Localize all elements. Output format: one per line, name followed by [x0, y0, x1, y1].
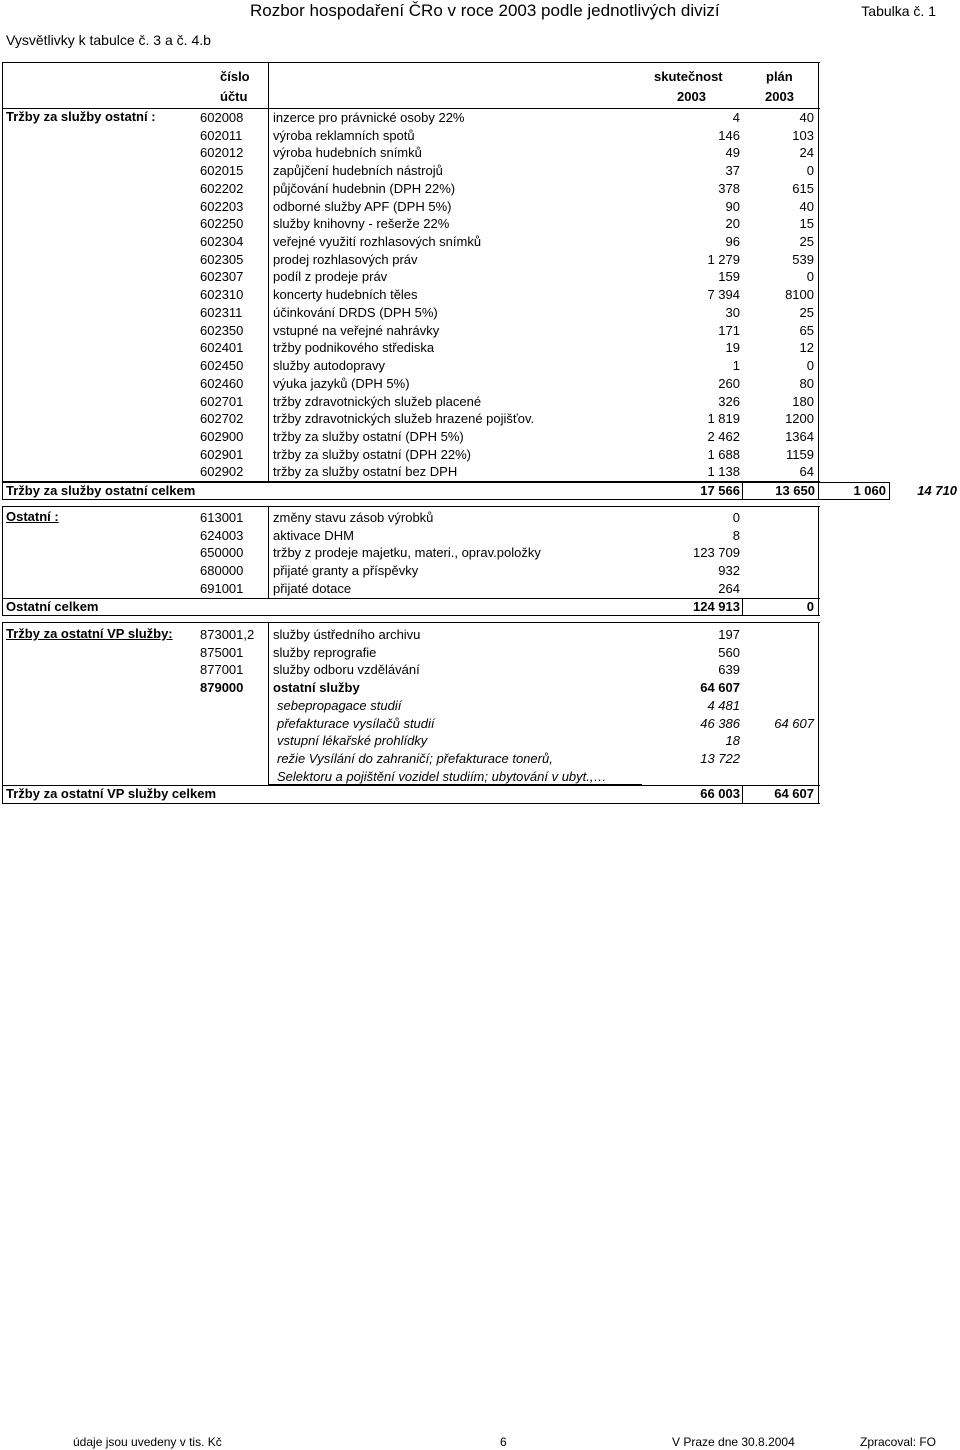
footer-units: údaje jsou uvedeny v tis. Kč: [73, 1435, 222, 1449]
column-header-actual-year: 2003: [677, 89, 706, 104]
section-label: Tržby za služby ostatní :: [6, 109, 156, 124]
actual-value: 1 279: [707, 251, 740, 267]
account-number: 602702: [200, 411, 244, 427]
footer-author: Zpracoval: FO: [860, 1435, 937, 1449]
account-number: 613001: [200, 510, 244, 525]
item-description: účinkování DRDS (DPH 5%): [273, 304, 438, 320]
plan-value: 180: [792, 393, 814, 409]
table-row: [0, 233, 960, 251]
column-header-plan: plán: [766, 69, 793, 84]
plan-value: 25: [799, 234, 814, 250]
table-row: [0, 251, 960, 269]
account-number: 602900: [200, 428, 244, 444]
account-number: 602350: [200, 322, 244, 338]
table-row: [0, 198, 960, 216]
account-number: 873001,2: [200, 627, 255, 642]
actual-value: 159: [718, 269, 740, 285]
table-row: [0, 144, 960, 162]
actual-value: 18: [725, 733, 740, 749]
account-number: 602011: [200, 127, 243, 143]
actual-value: 639: [718, 662, 740, 678]
table-row: [0, 562, 960, 580]
actual-value: 49: [725, 145, 740, 161]
item-description: tržby zdravotnických služeb hrazené pojišťov.: [273, 411, 535, 427]
section-label: Tržby za ostatní VP služby:: [6, 626, 173, 641]
item-description: tržby za služby ostatní bez DPH: [273, 464, 458, 480]
item-description: služby odboru vzdělávání: [273, 662, 420, 678]
plan-value: 24: [799, 145, 814, 161]
table-row: [0, 215, 960, 233]
plan-value: 615: [792, 180, 814, 196]
actual-value: 13 722: [700, 751, 740, 767]
item-description: služby reprografie: [273, 644, 377, 660]
item-description: výuka jazyků (DPH 5%): [273, 375, 410, 391]
actual-value: 123 709: [693, 545, 740, 561]
table-reference: Tabulka č. 1: [861, 3, 936, 19]
actual-value: 0: [732, 510, 740, 525]
actual-value: 20: [725, 216, 740, 232]
account-number: 650000: [200, 545, 244, 561]
total-plan: 64 607: [774, 786, 814, 801]
account-number: 875001: [200, 644, 244, 660]
footer-place-date: V Praze dne 30.8.2004: [672, 1435, 795, 1449]
account-number: 602203: [200, 198, 244, 214]
account-number: 624003: [200, 527, 244, 543]
account-number: 602310: [200, 287, 244, 303]
account-number: 602450: [200, 358, 244, 374]
table-row: [0, 527, 960, 545]
plan-value: 8100: [785, 287, 814, 303]
table-row: [0, 304, 960, 322]
plan-value: 1200: [785, 411, 814, 427]
item-description: podíl z prodeje práv: [273, 269, 388, 285]
actual-value: 932: [718, 563, 740, 579]
actual-value: 146: [718, 127, 740, 143]
actual-value: 1: [732, 358, 740, 374]
account-number: 602250: [200, 216, 244, 232]
table-row: [0, 375, 960, 393]
total-label: Ostatní celkem: [6, 599, 99, 614]
column-header-plan-year: 2003: [765, 89, 794, 104]
table-row: [0, 322, 960, 340]
item-description: vstupní lékařské prohlídky: [277, 733, 428, 749]
table-row: [0, 715, 960, 733]
account-number: 879000: [200, 680, 244, 696]
item-description: prodej rozhlasových práv: [273, 251, 418, 267]
item-description: koncerty hudebních těles: [273, 287, 418, 303]
total-label: Tržby za služby ostatní celkem: [6, 483, 196, 498]
item-description: inzerce pro právnické osoby 22%: [273, 110, 465, 125]
column-header-actual: skutečnost: [654, 69, 723, 84]
column-header-account-sub: účtu: [220, 89, 248, 104]
total-actual: 124 913: [693, 599, 740, 614]
item-description: zapůjčení hudebních nástrojů: [273, 163, 443, 179]
item-description: výroba hudebních snímků: [273, 145, 422, 161]
account-number: 602304: [200, 234, 244, 250]
total-actual: 66 003: [700, 786, 740, 801]
item-description: služby autodopravy: [273, 358, 386, 374]
column-header-account: číslo: [220, 69, 250, 84]
table-row: [0, 679, 960, 697]
plan-value: 103: [792, 127, 814, 143]
account-number: 602015: [200, 163, 244, 179]
plan-value: 0: [806, 358, 814, 374]
item-description: výroba reklamních spotů: [273, 127, 415, 143]
account-number: 877001: [200, 662, 244, 678]
actual-value: 96: [725, 234, 740, 250]
plan-value: 64: [799, 464, 814, 480]
explanation-title: Vysvětlivky k tabulce č. 3 a č. 4.b: [6, 32, 211, 48]
plan-value: 80: [799, 375, 814, 391]
account-number: 602460: [200, 375, 244, 391]
table-row: [0, 768, 960, 786]
table-row: [0, 410, 960, 428]
account-number: 602401: [200, 340, 244, 356]
item-description: režie Vysílání do zahraničí; přefakturace tonerů,: [277, 751, 553, 767]
account-number: 602311: [200, 304, 243, 320]
account-number: 680000: [200, 563, 244, 579]
actual-value: 260: [718, 375, 740, 391]
account-number: 602307: [200, 269, 244, 285]
total-extra-1: 1 060: [853, 483, 886, 498]
item-description: tržby za služby ostatní (DPH 22%): [273, 446, 471, 462]
actual-value: 4 481: [707, 697, 740, 713]
table-row: [0, 697, 960, 715]
actual-value: 1 138: [707, 464, 740, 480]
item-description: přijaté dotace: [273, 580, 352, 596]
actual-value: 64 607: [700, 680, 740, 696]
footer-page-number: 6: [500, 1435, 507, 1449]
item-description: veřejné využití rozhlasových snímků: [273, 234, 482, 250]
table-row: [0, 750, 960, 768]
total-actual: 17 566: [700, 483, 740, 498]
plan-value: 64 607: [774, 715, 814, 731]
item-description: aktivace DHM: [273, 527, 354, 543]
table-row: [0, 446, 960, 464]
actual-value: 19: [725, 340, 740, 356]
item-description: tržby podnikového střediska: [273, 340, 435, 356]
actual-value: 7 394: [707, 287, 740, 303]
item-description: změny stavu zásob výrobků: [273, 510, 434, 525]
table-row: [0, 580, 960, 598]
actual-value: 30: [725, 304, 740, 320]
table-row: [0, 544, 960, 562]
account-number: 602902: [200, 464, 244, 480]
plan-value: 0: [806, 163, 814, 179]
item-description: přijaté granty a příspěvky: [273, 563, 419, 579]
total-plan: 0: [806, 599, 814, 614]
actual-value: 264: [718, 580, 740, 596]
item-description: služby knihovny - rešerže 22%: [273, 216, 450, 232]
plan-value: 0: [806, 269, 814, 285]
total-label: Tržby za ostatní VP služby celkem: [6, 786, 217, 801]
item-description: tržby za služby ostatní (DPH 5%): [273, 428, 464, 444]
account-number: 602008: [200, 110, 244, 125]
actual-value: 560: [718, 644, 740, 660]
account-number: 691001: [200, 580, 244, 596]
actual-value: 90: [725, 198, 740, 214]
table-row: [0, 268, 960, 286]
total-extra-2: 14 710: [917, 483, 957, 498]
account-number: 602701: [200, 393, 244, 409]
table-row: [0, 162, 960, 180]
item-description: sebepropagace studií: [277, 697, 402, 713]
plan-value: 15: [799, 216, 814, 232]
table-row: [0, 661, 960, 679]
plan-value: 539: [792, 251, 814, 267]
actual-value: 1 688: [707, 446, 740, 462]
item-description: tržby z prodeje majetku, materi., oprav.položky: [273, 545, 541, 561]
table-row: [0, 180, 960, 198]
plan-value: 25: [799, 304, 814, 320]
item-description: tržby zdravotnických služeb placené: [273, 393, 482, 409]
table-row: [0, 339, 960, 357]
table-row: [0, 109, 960, 127]
table-row: [0, 428, 960, 446]
actual-value: 171: [718, 322, 740, 338]
actual-value: 1 819: [707, 411, 740, 427]
actual-value: 46 386: [700, 715, 740, 731]
table-row: [0, 127, 960, 145]
actual-value: 197: [718, 627, 740, 642]
plan-value: 40: [799, 110, 814, 125]
item-description: služby ústředního archivu: [273, 627, 421, 642]
account-number: 602012: [200, 145, 244, 161]
actual-value: 2 462: [707, 428, 740, 444]
table-row: [0, 626, 960, 644]
table-row: [0, 357, 960, 375]
actual-value: 37: [725, 163, 740, 179]
table-row: [0, 286, 960, 304]
actual-value: 378: [718, 180, 740, 196]
account-number: 602901: [200, 446, 244, 462]
actual-value: 326: [718, 393, 740, 409]
account-number: 602305: [200, 251, 244, 267]
plan-value: 12: [799, 340, 814, 356]
item-description: půjčování hudebnin (DPH 22%): [273, 180, 456, 196]
account-number: 602202: [200, 180, 244, 196]
item-description: Selektoru a pojištění vozidel studiím; ubytování v ubyt.,…: [277, 768, 607, 784]
plan-value: 1364: [785, 428, 814, 444]
item-description: odborné služby APF (DPH 5%): [273, 198, 452, 214]
actual-value: 8: [732, 527, 740, 543]
item-description: přefakturace vysílačů studií: [277, 715, 435, 731]
item-description: ostatní služby: [273, 680, 360, 696]
plan-value: 65: [799, 322, 814, 338]
table-row: [0, 463, 960, 481]
item-description: vstupné na veřejné nahrávky: [273, 322, 440, 338]
table-row: [0, 509, 960, 527]
actual-value: 4: [732, 110, 740, 125]
page-title: Rozbor hospodaření ČRo v roce 2003 podle jednotlivých divizí: [250, 1, 720, 20]
total-plan: 13 650: [775, 483, 815, 498]
table-row: [0, 644, 960, 662]
plan-value: 1159: [786, 446, 814, 462]
table-row: [0, 393, 960, 411]
table-row: [0, 732, 960, 750]
plan-value: 40: [799, 198, 814, 214]
section-label: Ostatní :: [6, 509, 59, 524]
